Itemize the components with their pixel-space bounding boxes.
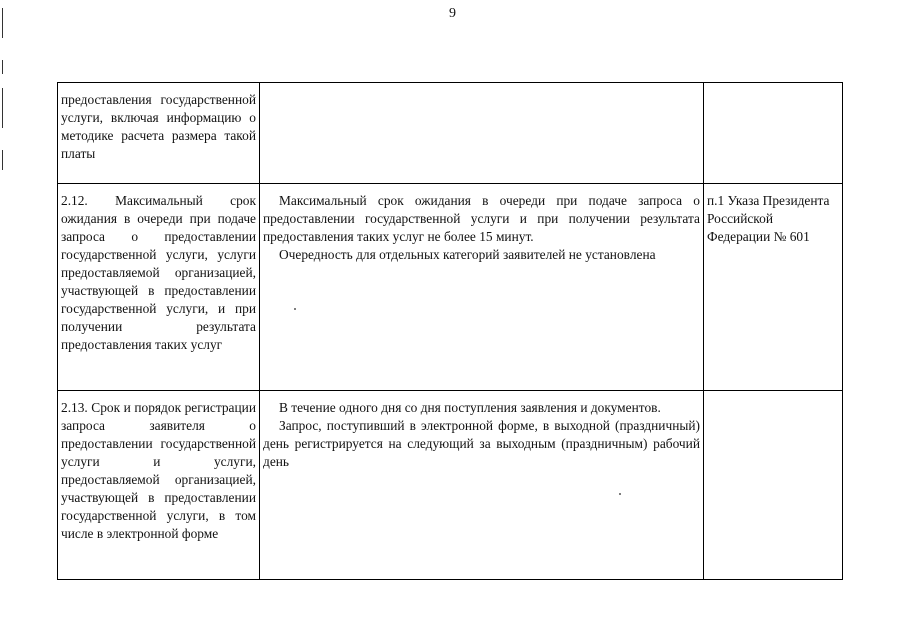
scan-speck bbox=[294, 308, 296, 310]
table-row bbox=[58, 184, 843, 391]
continuation-text: предоставления государственной услуги, включая информацию о методике расчета размера такой платы bbox=[61, 92, 256, 161]
scan-speck bbox=[619, 493, 621, 495]
table-row bbox=[58, 391, 843, 580]
row-name-cell bbox=[58, 184, 260, 391]
row-basis-cell bbox=[704, 83, 843, 184]
row-name: 2.13. Срок и порядок регистрации запроса заявителя о предоставлении государственной услуги и услуги, предоставляемой организацией, участвующей в предоставлении государственной услуги, в том числе в электронной форме bbox=[61, 400, 256, 541]
row-description-cell bbox=[260, 391, 704, 580]
row-name-cell bbox=[58, 83, 260, 184]
binding-marks bbox=[0, 0, 8, 200]
row-name: 2.12. Максимальный срок ожидания в очереди при подаче запроса о предоставлении государственной услуги, услуги предоставляемой организацией, участвующей в предоставлении государственной услуги, и при получении результата предоставления таких услуг bbox=[61, 193, 256, 352]
row-description-paragraph: В течение одного дня со дня поступления заявления и документов. bbox=[279, 400, 661, 415]
row-basis-cell bbox=[704, 391, 843, 580]
row-description-cell bbox=[260, 83, 704, 184]
page-number: 9 bbox=[449, 6, 456, 21]
requirements-table bbox=[57, 82, 843, 580]
row-basis-cell bbox=[704, 184, 843, 391]
row-description-paragraph: Максимальный срок ожидания в очереди при подаче запроса о предоставлении государственной услуги и при получении результата предоставления таких услуг не более 15 минут. bbox=[263, 193, 700, 244]
row-description-paragraph: Очередность для отдельных категорий заявителей не установлена bbox=[279, 247, 656, 262]
table-row bbox=[58, 83, 843, 184]
row-description-cell bbox=[260, 184, 704, 391]
row-basis: п.1 Указа Президента Российской Федерации № 601 bbox=[707, 193, 830, 244]
row-name-cell bbox=[58, 391, 260, 580]
row-description-paragraph: Запрос, поступивший в электронной форме, в выходной (праздничный) день регистрируется на следующий за выходным (праздничным) рабочий день bbox=[263, 418, 700, 469]
